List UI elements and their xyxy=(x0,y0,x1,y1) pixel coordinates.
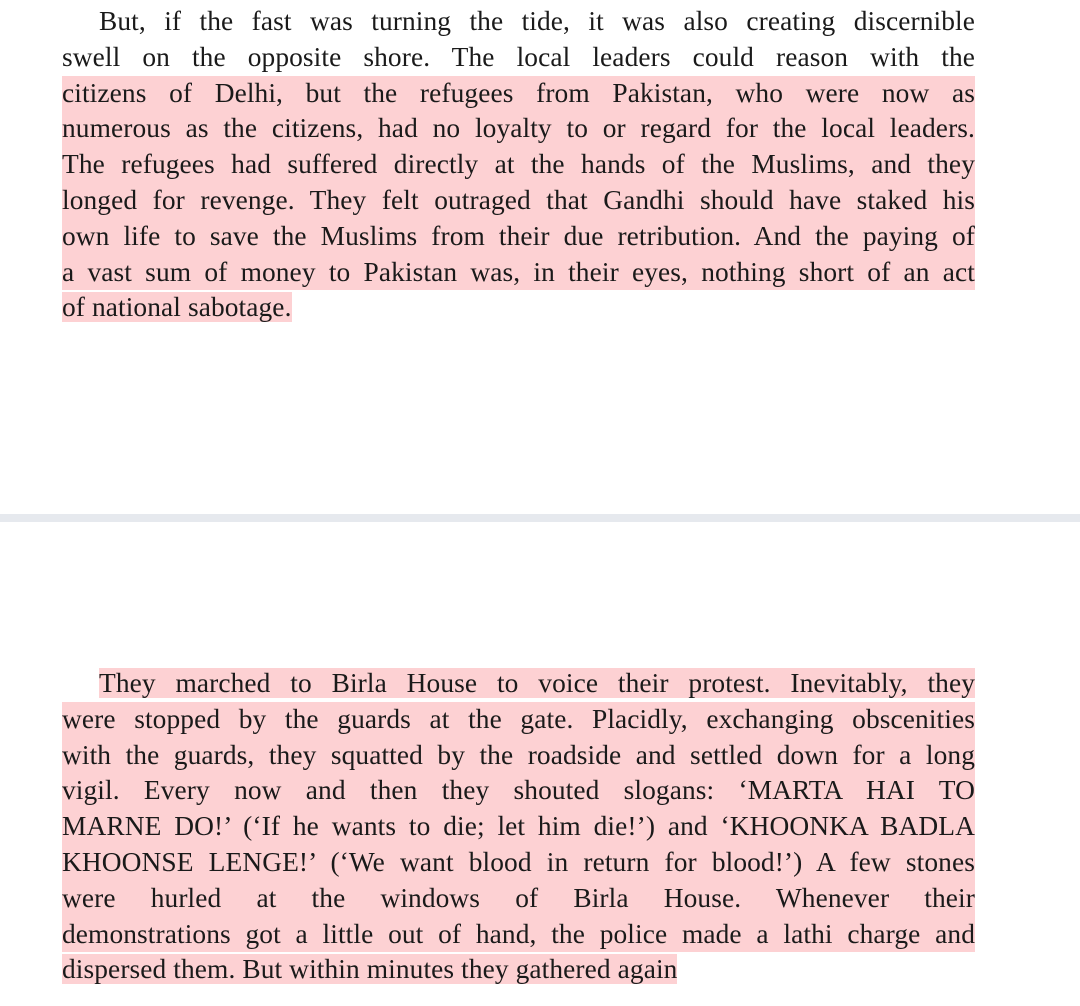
highlighted-line[interactable]: They marched to Birla House to voice their protest. Inevitably, they xyxy=(99,668,975,698)
highlighted-line[interactable]: MARNE DO!’ (‘If he wants to die; let him die!’) and ‘KHOONKA BADLA xyxy=(62,809,975,845)
paragraph-refugees[interactable] xyxy=(62,4,975,326)
text-line: But, if the fast was turning the tide, it was also creating discernible xyxy=(99,6,975,36)
highlighted-line[interactable]: were stopped by the guards at the gate. Placidly, exchanging obscenities xyxy=(62,702,975,738)
highlighted-line[interactable]: KHOONSE LENGE!’ (‘We want blood in return for blood!’) A few stones xyxy=(62,845,975,881)
highlighted-line[interactable]: dispersed them. But within minutes they gathered again xyxy=(62,954,678,985)
highlighted-line[interactable]: The refugees had suffered directly at the hands of the Muslims, and they xyxy=(62,147,975,183)
highlighted-line[interactable]: numerous as the citizens, had no loyalty to or regard for the local leaders. xyxy=(62,111,975,147)
highlighted-line[interactable]: demonstrations got a little out of hand, the police made a lathi charge and xyxy=(62,917,975,953)
page-divider xyxy=(0,514,1080,522)
highlighted-line[interactable]: a vast sum of money to Pakistan was, in their eyes, nothing short of an act xyxy=(62,255,975,291)
highlighted-line[interactable]: were hurled at the windows of Birla House. Whenever their xyxy=(62,881,975,917)
highlighted-line[interactable]: vigil. Every now and then they shouted slogans: ‘MARTA HAI TO xyxy=(62,773,975,809)
text-line: swell on the opposite shore. The local leaders could reason with the xyxy=(62,41,975,72)
highlighted-line[interactable]: of national sabotage. xyxy=(62,292,292,323)
highlighted-line[interactable]: citizens of Delhi, but the refugees from Pakistan, who were now as xyxy=(62,76,975,112)
highlighted-line[interactable]: own life to save the Muslims from their due retribution. And the paying of xyxy=(62,219,975,255)
highlighted-line[interactable]: longed for revenge. They felt outraged that Gandhi should have staked his xyxy=(62,183,975,219)
paragraph-birla-house[interactable] xyxy=(62,666,975,988)
highlighted-line[interactable]: with the guards, they squatted by the roadside and settled down for a long xyxy=(62,738,975,774)
page-bottom xyxy=(0,522,1080,1006)
